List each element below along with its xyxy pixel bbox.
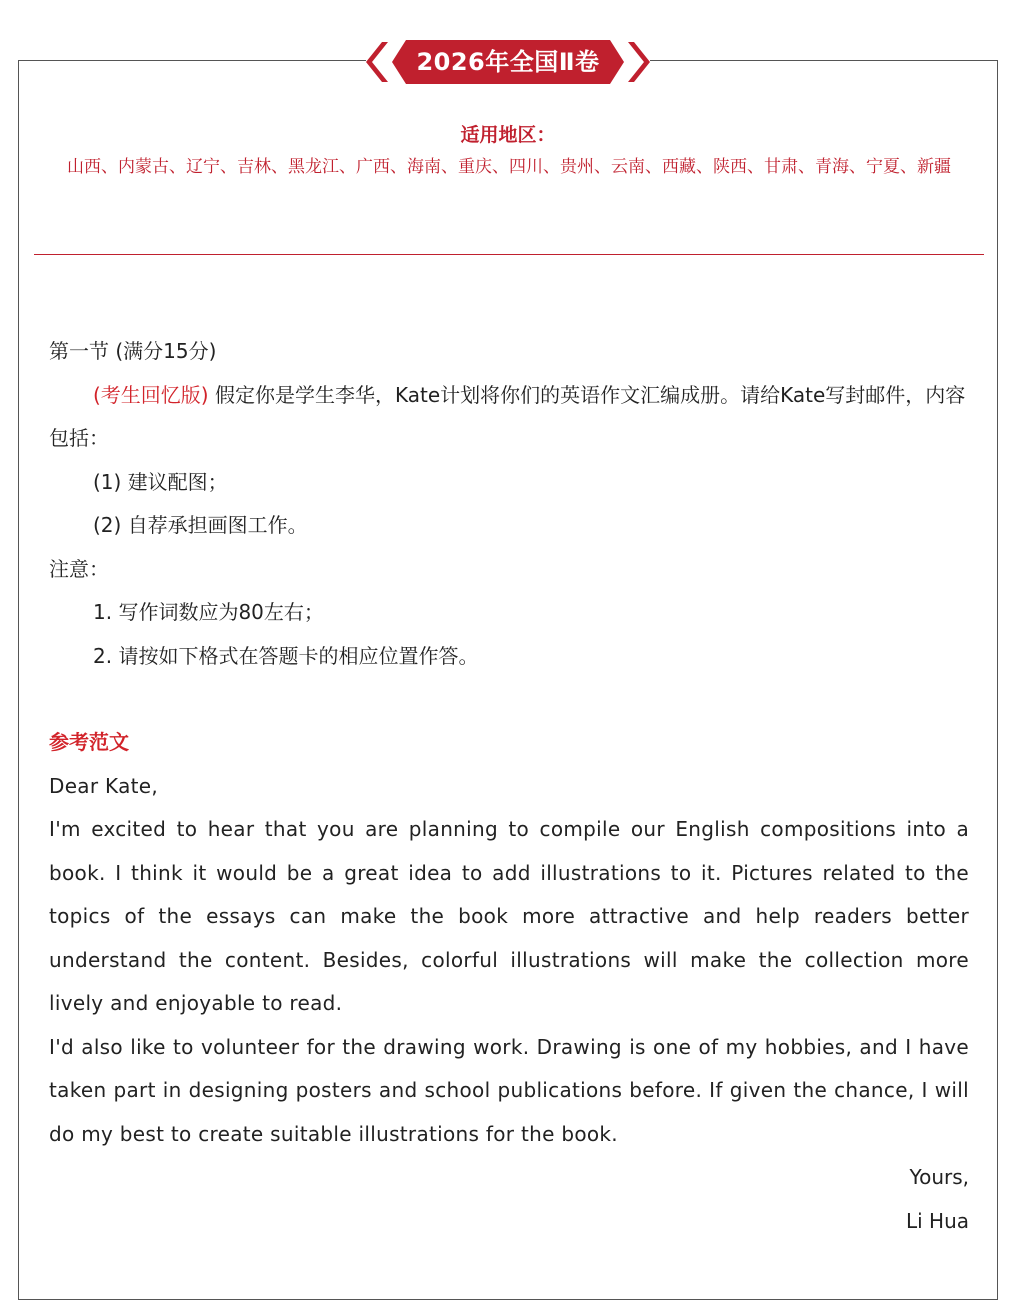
title-banner xyxy=(366,36,650,88)
banner-title: 2026年全国Ⅱ卷 xyxy=(416,48,600,76)
essay-signature: Li Hua xyxy=(905,1208,969,1233)
recall-version-tag: (考生回忆版) xyxy=(93,382,209,407)
essay-closing: Yours, xyxy=(909,1165,969,1189)
note-item-2: 2. 请按如下格式在答题卡的相应位置作答。 xyxy=(93,643,479,668)
section-heading: 第一节 (满分15分) xyxy=(49,339,217,363)
essay-paragraph-1: I'm excited to hear that you are planning to compile our English compositions into a book. I think it would be a great idea to add illustrations to it. Pictures related to the topics of the essays can make the book more attractive and help readers better understand the content. Besides, colorful illustrations will make the collection more lively and enjoyable to read. xyxy=(49,817,969,1015)
task-prompt-text: 假定你是学生李华，Kate计划将你们的英语作文汇编成册。请给Kate写封邮件，内容包括： xyxy=(49,382,966,450)
region-heading: 适用地区： xyxy=(460,124,556,146)
region-list: 山西、内蒙古、辽宁、吉林、黑龙江、广西、海南、重庆、四川、贵州、云南、西藏、陕西、甘肃、青海、宁夏、新疆 xyxy=(67,157,951,177)
essay-greeting: Dear Kate, xyxy=(49,773,159,798)
reference-essay-title: 参考范文 xyxy=(49,730,129,754)
task-prompt xyxy=(49,374,969,461)
task-point-2: (2) 自荐承担画图工作。 xyxy=(93,513,308,537)
note-item-1: 1. 写作词数应为80左右； xyxy=(93,600,324,624)
main-content xyxy=(49,330,969,1243)
note-label: 注意： xyxy=(49,556,109,581)
section-divider xyxy=(34,254,984,255)
task-point-1: (1) 建议配图； xyxy=(93,469,228,494)
essay-paragraph-2: I'd also like to volunteer for the drawing work. Drawing is one of my hobbies, and I have taken part in designing posters and school publications before. If given the chance, I will do my best to create suitable illustrations for the book. xyxy=(49,1034,969,1146)
